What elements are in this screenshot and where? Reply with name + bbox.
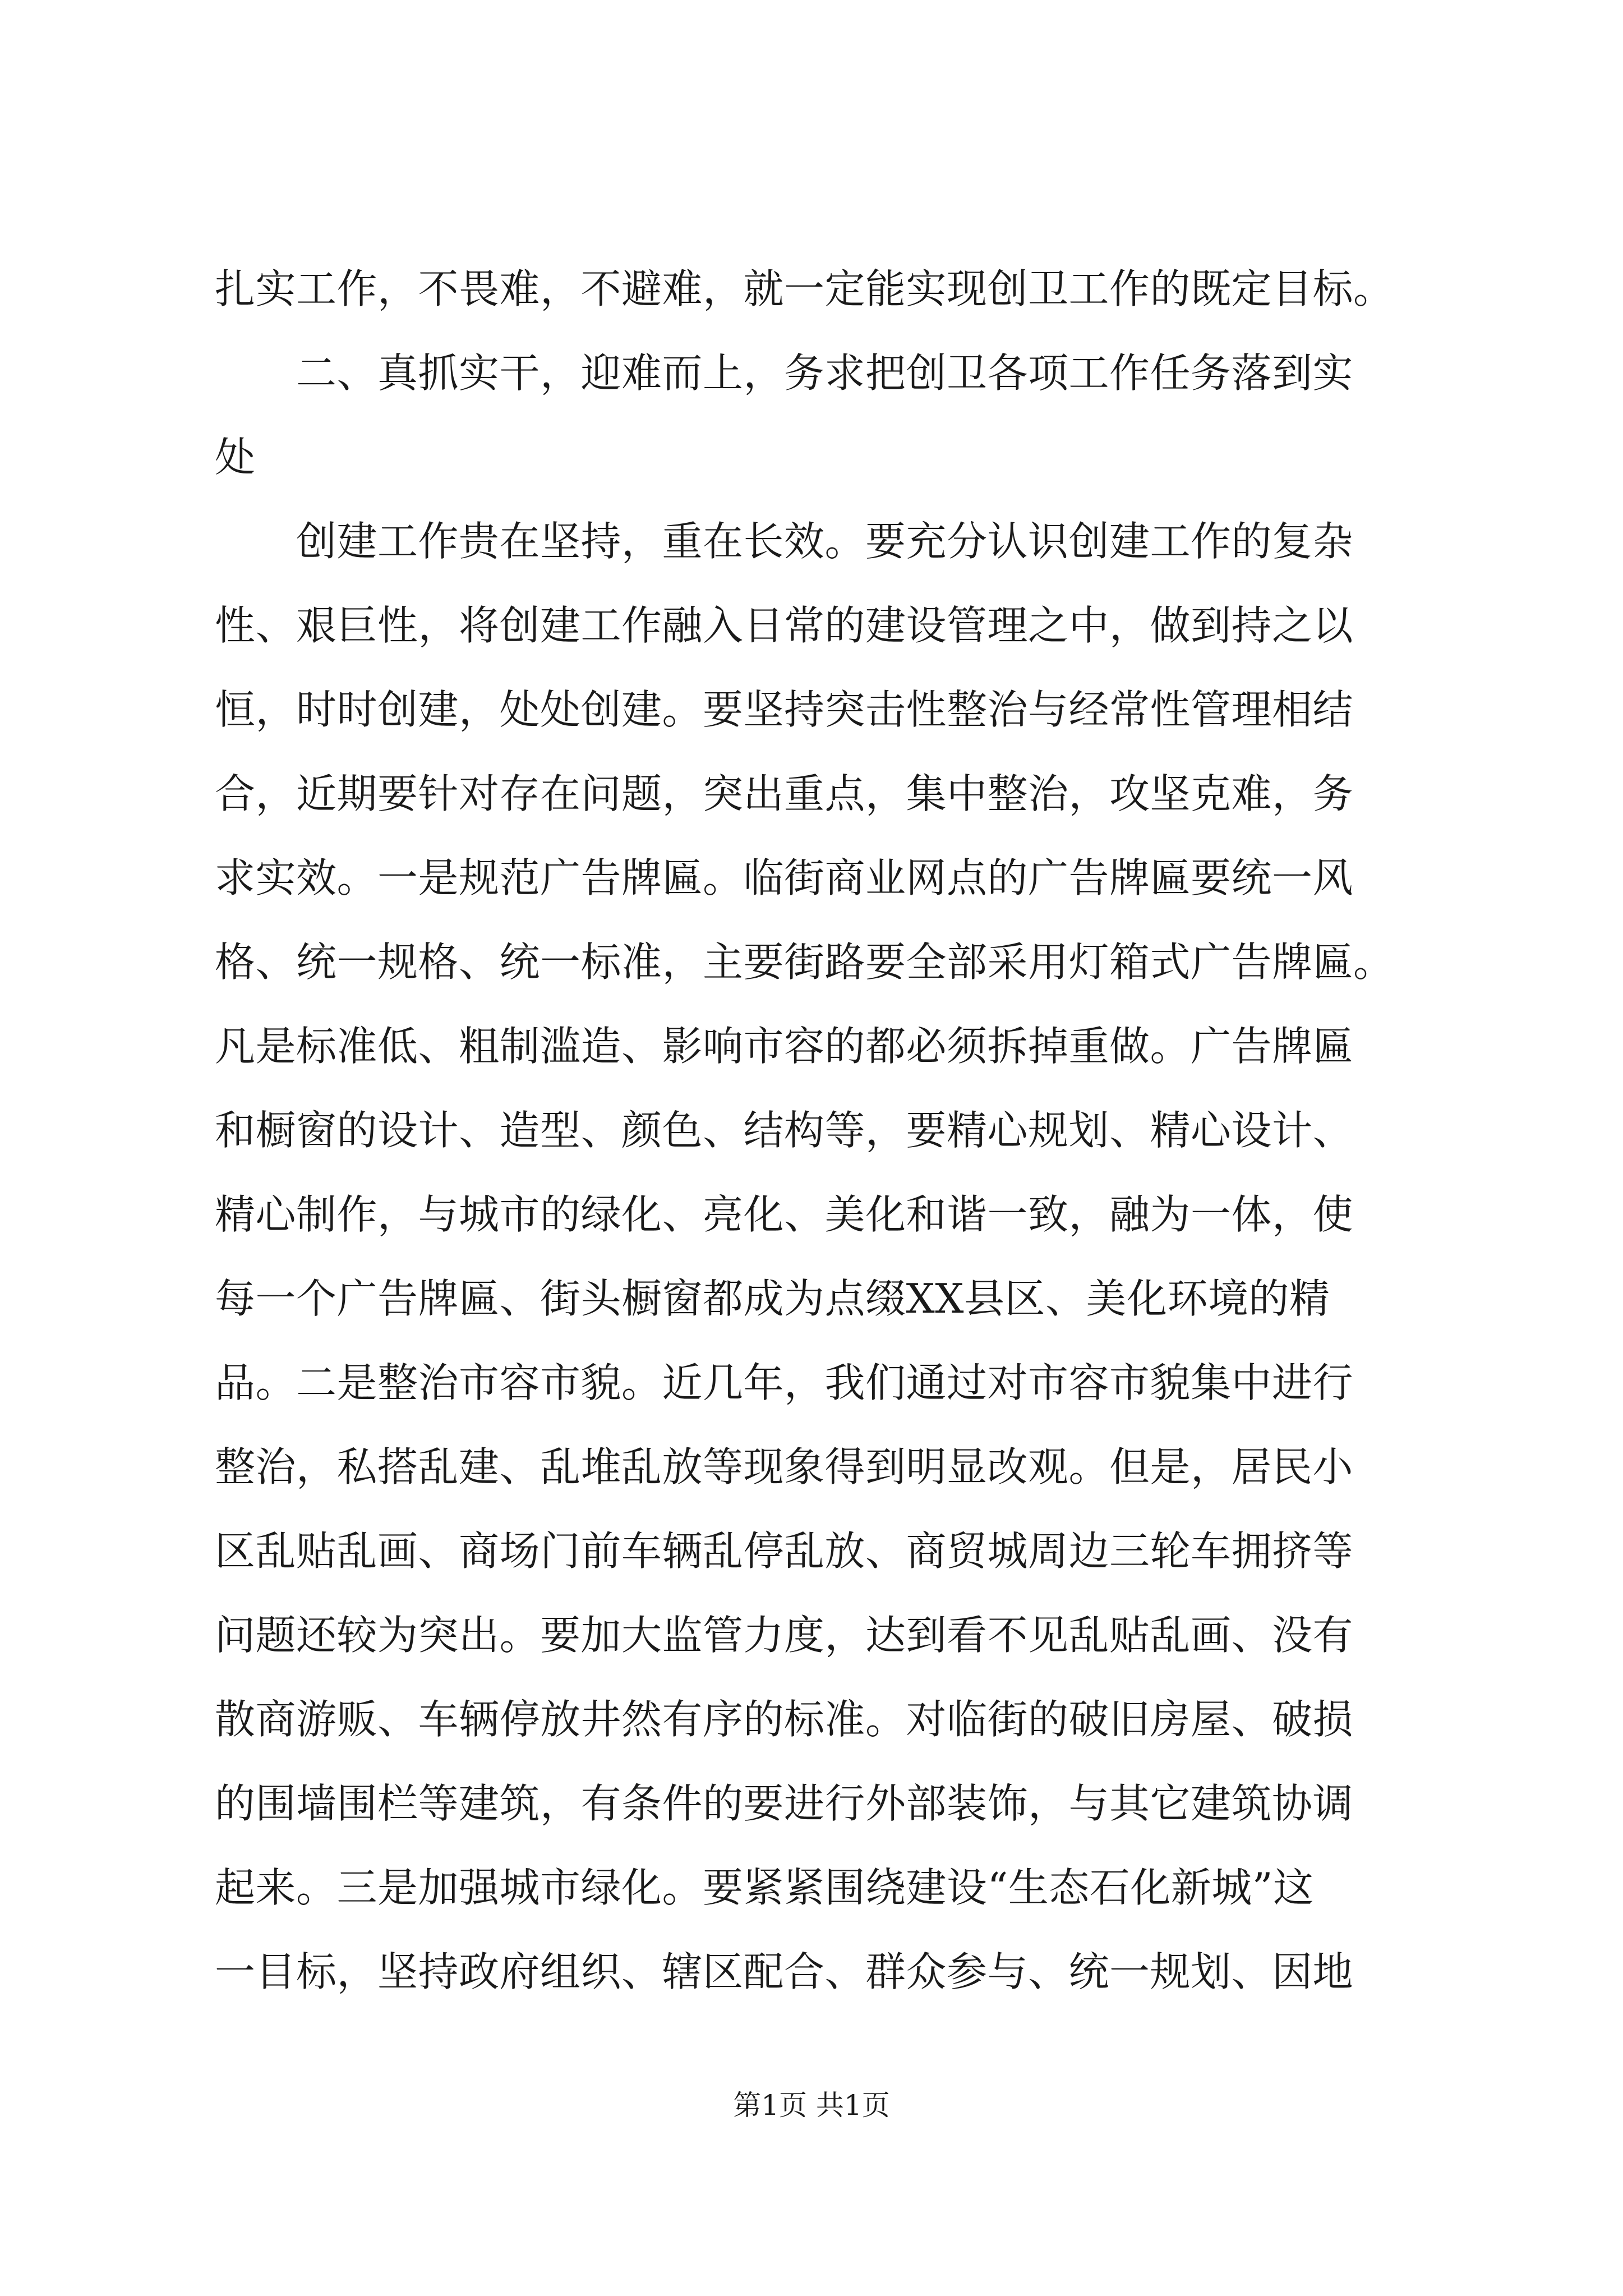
text-line: 每一个广告牌匾、街头橱窗都成为点缀XX县区、美化环境的精 — [215, 1275, 1330, 1322]
text-line: 精心制作，与城市的绿化、亮化、美化和谐一致，融为一体，使 — [215, 1191, 1354, 1238]
text-line: 问题还较为突出。要加大监管力度，达到看不见乱贴乱画、没有 — [215, 1612, 1354, 1659]
paragraph-first-line: 创建工作贵在坚持，重在长效。要充分认识创建工作的复杂 — [296, 518, 1354, 565]
page-footer: 第1页 共1页 — [733, 2089, 890, 2122]
text-line: 的围墙围栏等建筑，有条件的要进行外部装饰，与其它建筑协调 — [215, 1780, 1354, 1827]
text-line: 扎实工作，不畏难，不避难，就一定能实现创卫工作的既定目标。 — [215, 265, 1394, 312]
text-line: 散商游贩、车辆停放井然有序的标准。对临街的破旧房屋、破损 — [215, 1696, 1354, 1743]
text-line: 一目标，坚持政府组织、辖区配合、群众参与、统一规划、因地 — [215, 1948, 1354, 1995]
section-heading-line: 处 — [215, 434, 256, 481]
text-line: 恒，时时创建，处处创建。要坚持突击性整治与经常性管理相结 — [215, 686, 1354, 733]
text-line: 求实效。一是规范广告牌匾。临街商业网点的广告牌匾要统一风 — [215, 854, 1354, 901]
text-line: 合，近期要针对存在问题，突出重点，集中整治，攻坚克难，务 — [215, 770, 1354, 817]
text-line: 品。二是整治市容市貌。近几年，我们通过对市容市貌集中进行 — [215, 1359, 1354, 1406]
text-line: 整治，私搭乱建、乱堆乱放等现象得到明显改观。但是，居民小 — [215, 1443, 1354, 1490]
text-line: 性、艰巨性，将创建工作融入日常的建设管理之中，做到持之以 — [215, 602, 1354, 649]
text-line: 格、统一规格、统一标准，主要街路要全部采用灯箱式广告牌匾。 — [215, 938, 1394, 986]
document-body — [215, 247, 1408, 2014]
section-heading-line: 二、真抓实干，迎难而上，务求把创卫各项工作任务落到实 — [296, 349, 1354, 397]
text-line: 和橱窗的设计、造型、颜色、结构等，要精心规划、精心设计、 — [215, 1107, 1354, 1154]
text-line: 凡是标准低、粗制滥造、影响市容的都必须拆掉重做。广告牌匾 — [215, 1023, 1354, 1070]
text-line: 起来。三是加强城市绿化。要紧紧围绕建设“生态石化新城”这 — [215, 1864, 1314, 1911]
text-line: 区乱贴乱画、商场门前车辆乱停乱放、商贸城周边三轮车拥挤等 — [215, 1527, 1354, 1575]
